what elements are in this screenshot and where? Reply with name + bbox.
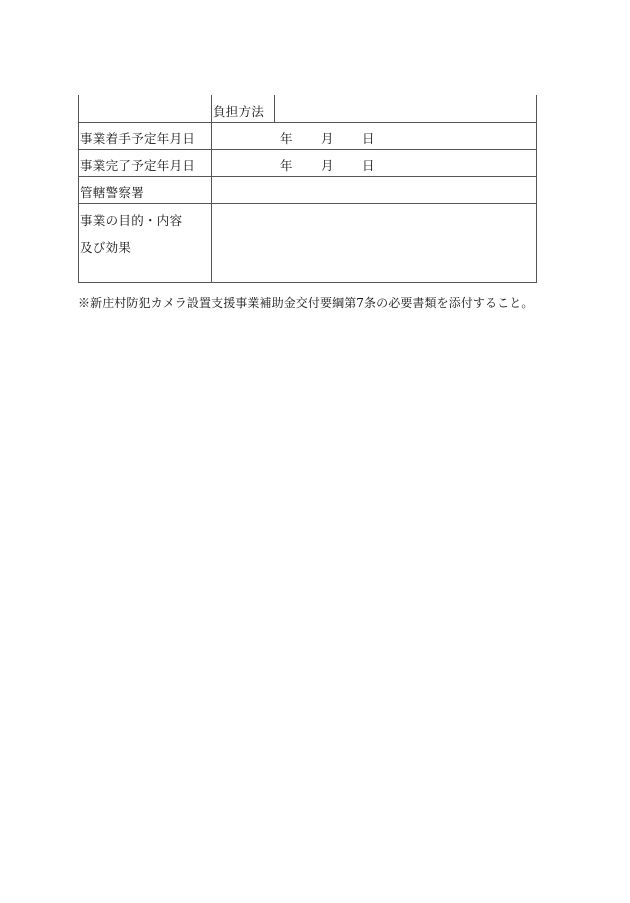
burden-method-field[interactable] bbox=[278, 105, 528, 119]
police-station-field[interactable] bbox=[215, 186, 530, 200]
purpose-label-line1: 事業の目的・内容 bbox=[80, 213, 183, 228]
table-border-bottom bbox=[78, 282, 537, 283]
start-date-label: 事業着手予定年月日 bbox=[80, 131, 196, 146]
attachment-note: ※新庄村防犯カメラ設置支援事業補助金交付要綱第7条の必要書類を添付すること。 bbox=[78, 296, 534, 310]
burden-method-label: 負担方法 bbox=[213, 104, 265, 119]
table-border-right bbox=[536, 95, 537, 283]
start-date-day-unit: 日 bbox=[362, 131, 375, 146]
table-row-divider-4 bbox=[78, 203, 537, 204]
table-row-divider-3 bbox=[78, 176, 537, 177]
start-date-year-unit: 年 bbox=[280, 131, 293, 146]
purpose-field[interactable] bbox=[215, 214, 530, 274]
police-station-label: 管轄警察署 bbox=[80, 185, 145, 200]
table-border-left bbox=[78, 95, 79, 283]
table-row-divider-1 bbox=[78, 122, 537, 123]
completion-date-month-unit: 月 bbox=[321, 158, 334, 173]
completion-date-year-unit: 年 bbox=[280, 158, 293, 173]
completion-date-day-unit: 日 bbox=[362, 158, 375, 173]
start-date-month-unit: 月 bbox=[321, 131, 334, 146]
completion-date-label: 事業完了予定年月日 bbox=[80, 158, 196, 173]
table-divider-label bbox=[211, 95, 212, 283]
purpose-label-line2: 及び効果 bbox=[80, 240, 132, 255]
table-divider-burden bbox=[274, 95, 275, 122]
table-row-divider-2 bbox=[78, 149, 537, 150]
application-form-table bbox=[78, 95, 537, 283]
